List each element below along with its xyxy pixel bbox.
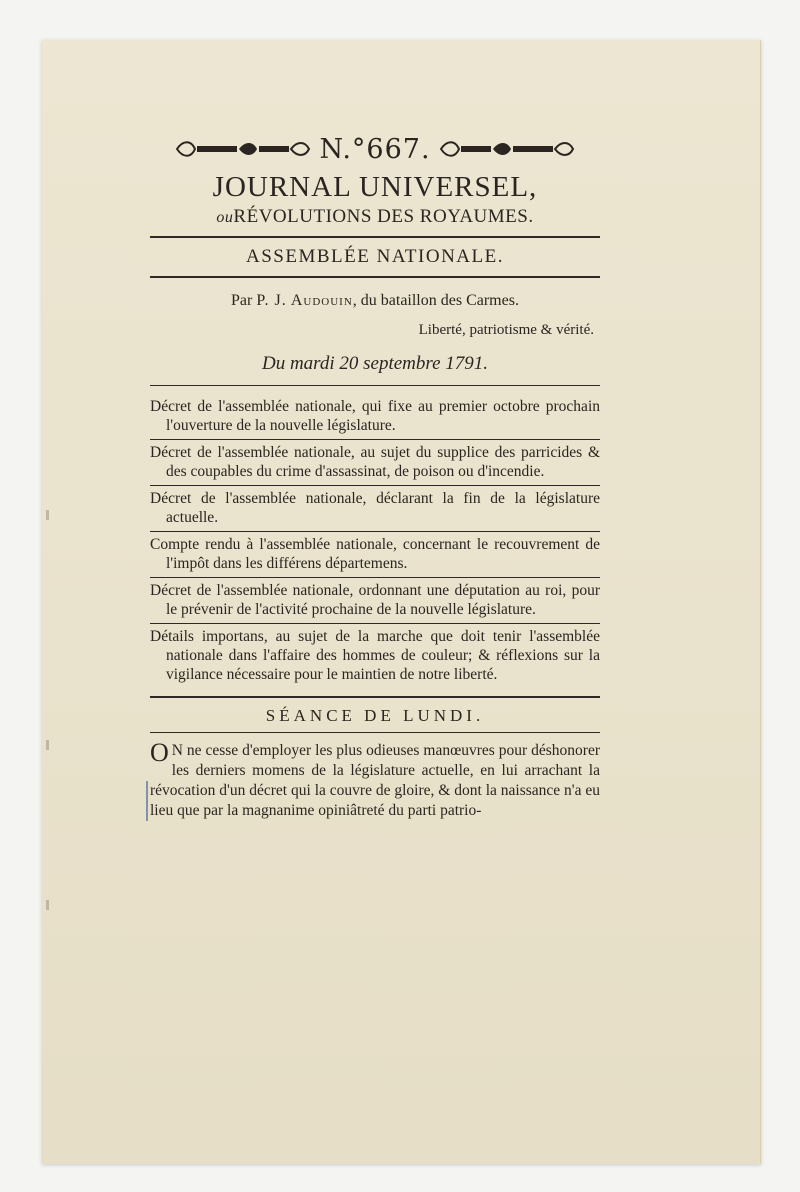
summary-item: Détails importans, au sujet de la marche que doit tenir l'assemblée nationale dans l'affaire des hommes de couleur; & réflexions sur la vigilance nécessaire pour le maintien de notre liberté.	[150, 628, 600, 683]
subtitle-text: RÉVOLUTIONS DES ROYAUMES.	[233, 206, 534, 227]
summary-item: Décret de l'assemblée nationale, déclarant la fin de la législature actuelle.	[150, 486, 600, 532]
author-name: P. J. Audouin	[256, 292, 353, 309]
session-heading: SÉANCE DE LUNDI.	[265, 706, 485, 725]
issue-date: Du mardi 20 septembre 1791.	[261, 353, 489, 374]
divider	[150, 732, 600, 733]
author-prefix: Par	[231, 292, 253, 309]
binding-stitch	[46, 510, 49, 520]
ornament-right-icon	[437, 138, 577, 160]
summary-list	[150, 394, 600, 688]
divider	[150, 385, 600, 386]
summary-item: Décret de l'assemblée nationale, au sujet du supplice des parricides & des coupables du crime d'assassinat, de poison ou d'incendie.	[150, 440, 600, 486]
subtitle-prefix: ou	[216, 209, 234, 226]
binding-stitch	[46, 900, 49, 910]
masthead	[150, 130, 600, 168]
article-text: N ne cesse d'employer les plus odieuses manœuvres pour déshonorer les derniers momens de la législature actuelle, en lui arrachant la révocation d'un décret qui la couvre de gloire, & dont la naissance n'a eu lieu que par la magnanime opiniâtreté du parti patrio-	[150, 742, 600, 819]
ornament-left-icon	[173, 138, 313, 160]
author-suffix: , du bataillon des Carmes.	[352, 292, 519, 309]
drop-cap: O	[150, 738, 169, 767]
divider	[150, 276, 600, 278]
journal-subtitle	[150, 206, 600, 228]
ink-mark	[146, 781, 148, 821]
summary-item: Compte rendu à l'assemblée nationale, concernant le recouvrement de l'impôt dans les différens départemens.	[150, 532, 600, 578]
summary-item: Décret de l'assemblée nationale, qui fixe au premier octobre prochain l'ouverture de la nouvelle législature.	[150, 394, 600, 440]
section-heading: ASSEMBLÉE NATIONALE.	[246, 246, 504, 267]
article-body	[150, 738, 600, 821]
divider	[150, 236, 600, 238]
divider	[150, 696, 600, 698]
author-line	[150, 292, 600, 310]
binding-stitch	[46, 740, 49, 750]
issue-number: N.°667.	[319, 133, 431, 165]
motto: Liberté, patriotisme & vérité.	[418, 322, 594, 338]
summary-item: Décret de l'assemblée nationale, ordonnant une députation au roi, pour le prévenir de l'activité prochaine de la nouvelle législature.	[150, 578, 600, 624]
journal-title: JOURNAL UNIVERSEL,	[212, 171, 538, 203]
page-content	[150, 130, 600, 821]
